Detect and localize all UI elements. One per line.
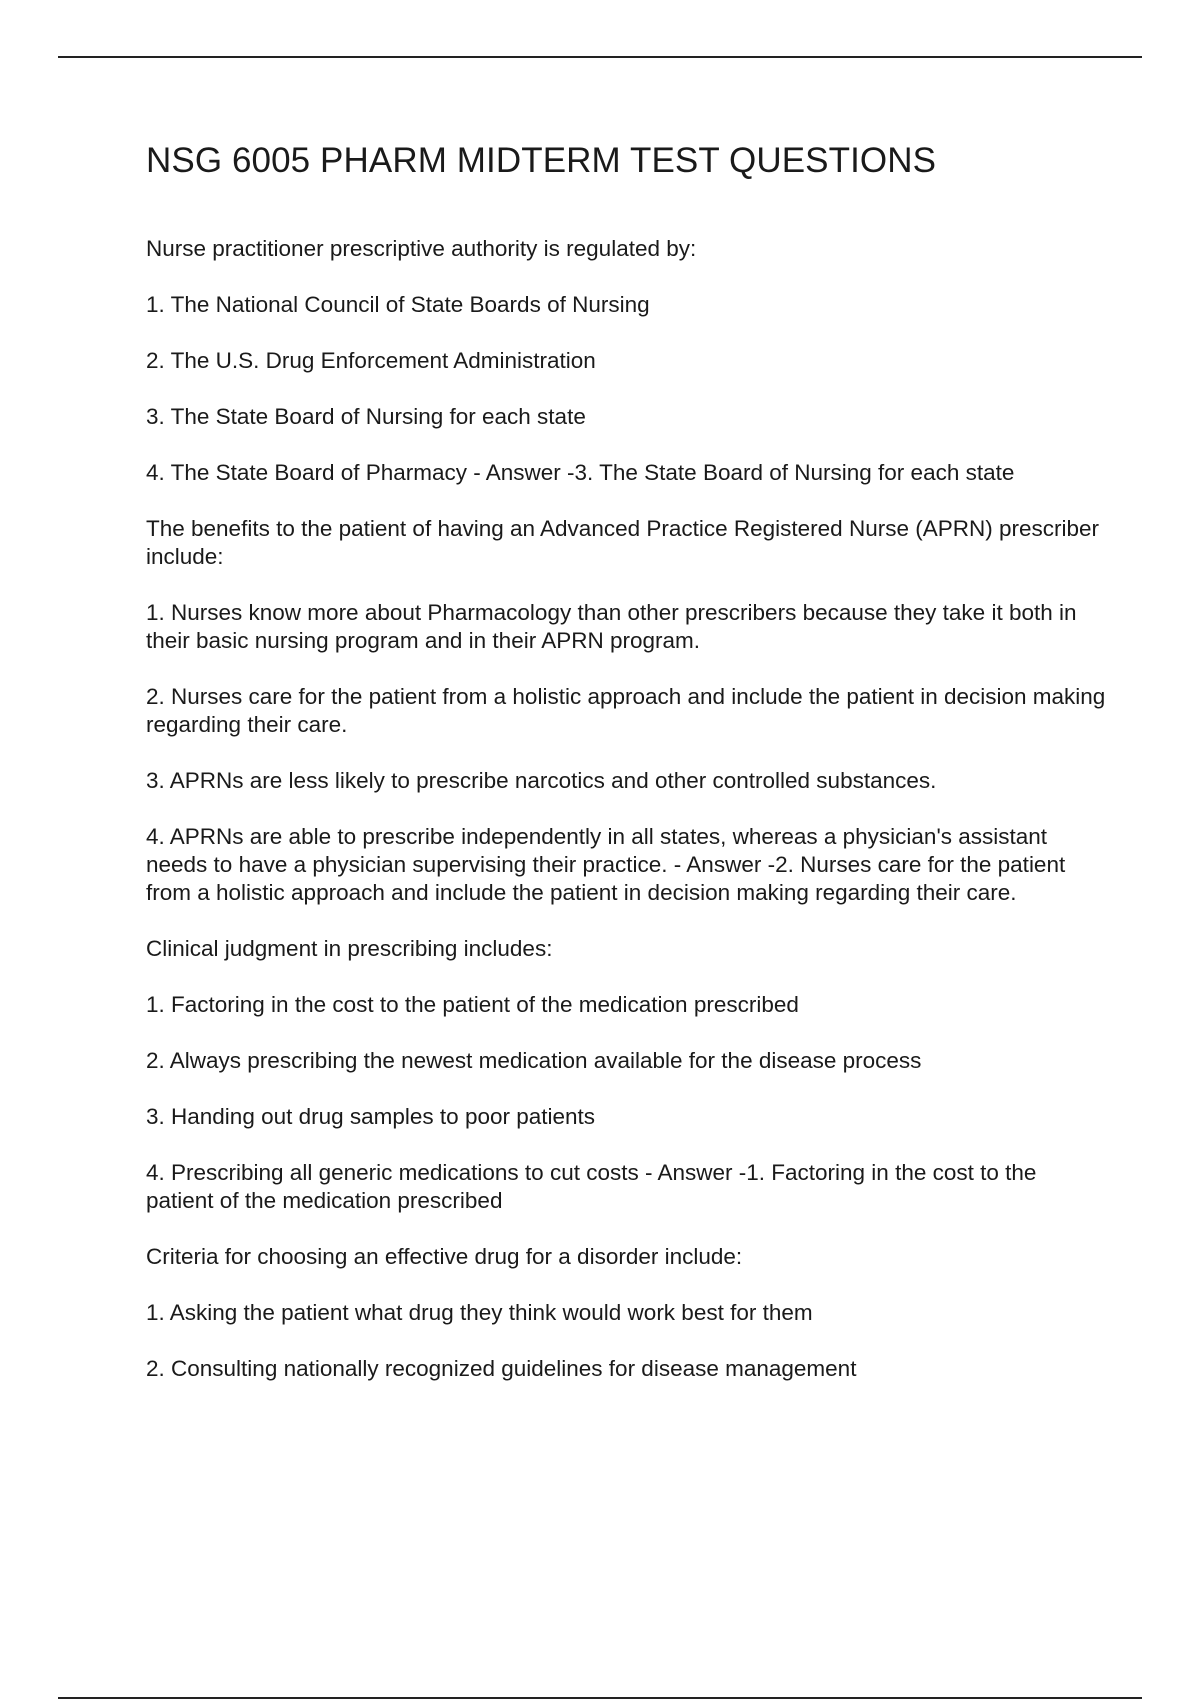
question-stem: Clinical judgment in prescribing includes:: [146, 936, 553, 961]
answer-option: 1. Nurses know more about Pharmacology than other prescribers because they take it both in their basic nursing program and in their APRN program.: [146, 600, 1077, 653]
answer-option: 2. The U.S. Drug Enforcement Administration: [146, 348, 596, 373]
answer-option-with-key: 4. The State Board of Pharmacy - Answer -3. The State Board of Nursing for each state: [146, 460, 1015, 485]
question-stem: Nurse practitioner prescriptive authority is regulated by:: [146, 236, 697, 261]
bottom-divider: [58, 1697, 1142, 1699]
answer-option: 3. The State Board of Nursing for each state: [146, 404, 586, 429]
answer-option: 2. Nurses care for the patient from a holistic approach and include the patient in decision making regarding their care.: [146, 684, 1106, 737]
top-divider: [58, 56, 1142, 58]
answer-option: 3. Handing out drug samples to poor patients: [146, 1104, 596, 1129]
answer-option: 1. Asking the patient what drug they think would work best for them: [146, 1300, 813, 1325]
document-body: [146, 140, 1106, 1411]
answer-option: 1. The National Council of State Boards of Nursing: [146, 292, 650, 317]
document-title: NSG 6005 PHARM MIDTERM TEST QUESTIONS: [146, 141, 937, 180]
question-stem: Criteria for choosing an effective drug for a disorder include:: [146, 1244, 743, 1269]
question-stem: The benefits to the patient of having an Advanced Practice Registered Nurse (APRN) prescriber include:: [146, 516, 1099, 569]
answer-option: 3. APRNs are less likely to prescribe narcotics and other controlled substances.: [146, 768, 937, 793]
answer-option-with-key: 4. APRNs are able to prescribe independently in all states, whereas a physician's assistant needs to have a physician supervising their practice. - Answer -2. Nurses care for the patient from a holistic approach and include the patient in decision making regarding their care.: [146, 824, 1066, 905]
answer-option: 2. Always prescribing the newest medication available for the disease process: [146, 1048, 922, 1073]
answer-option-with-key: 4. Prescribing all generic medications to cut costs - Answer -1. Factoring in the cost to the patient of the medication prescribed: [146, 1160, 1037, 1213]
answer-option: 1. Factoring in the cost to the patient of the medication prescribed: [146, 992, 799, 1017]
answer-option: 2. Consulting nationally recognized guidelines for disease management: [146, 1356, 857, 1381]
